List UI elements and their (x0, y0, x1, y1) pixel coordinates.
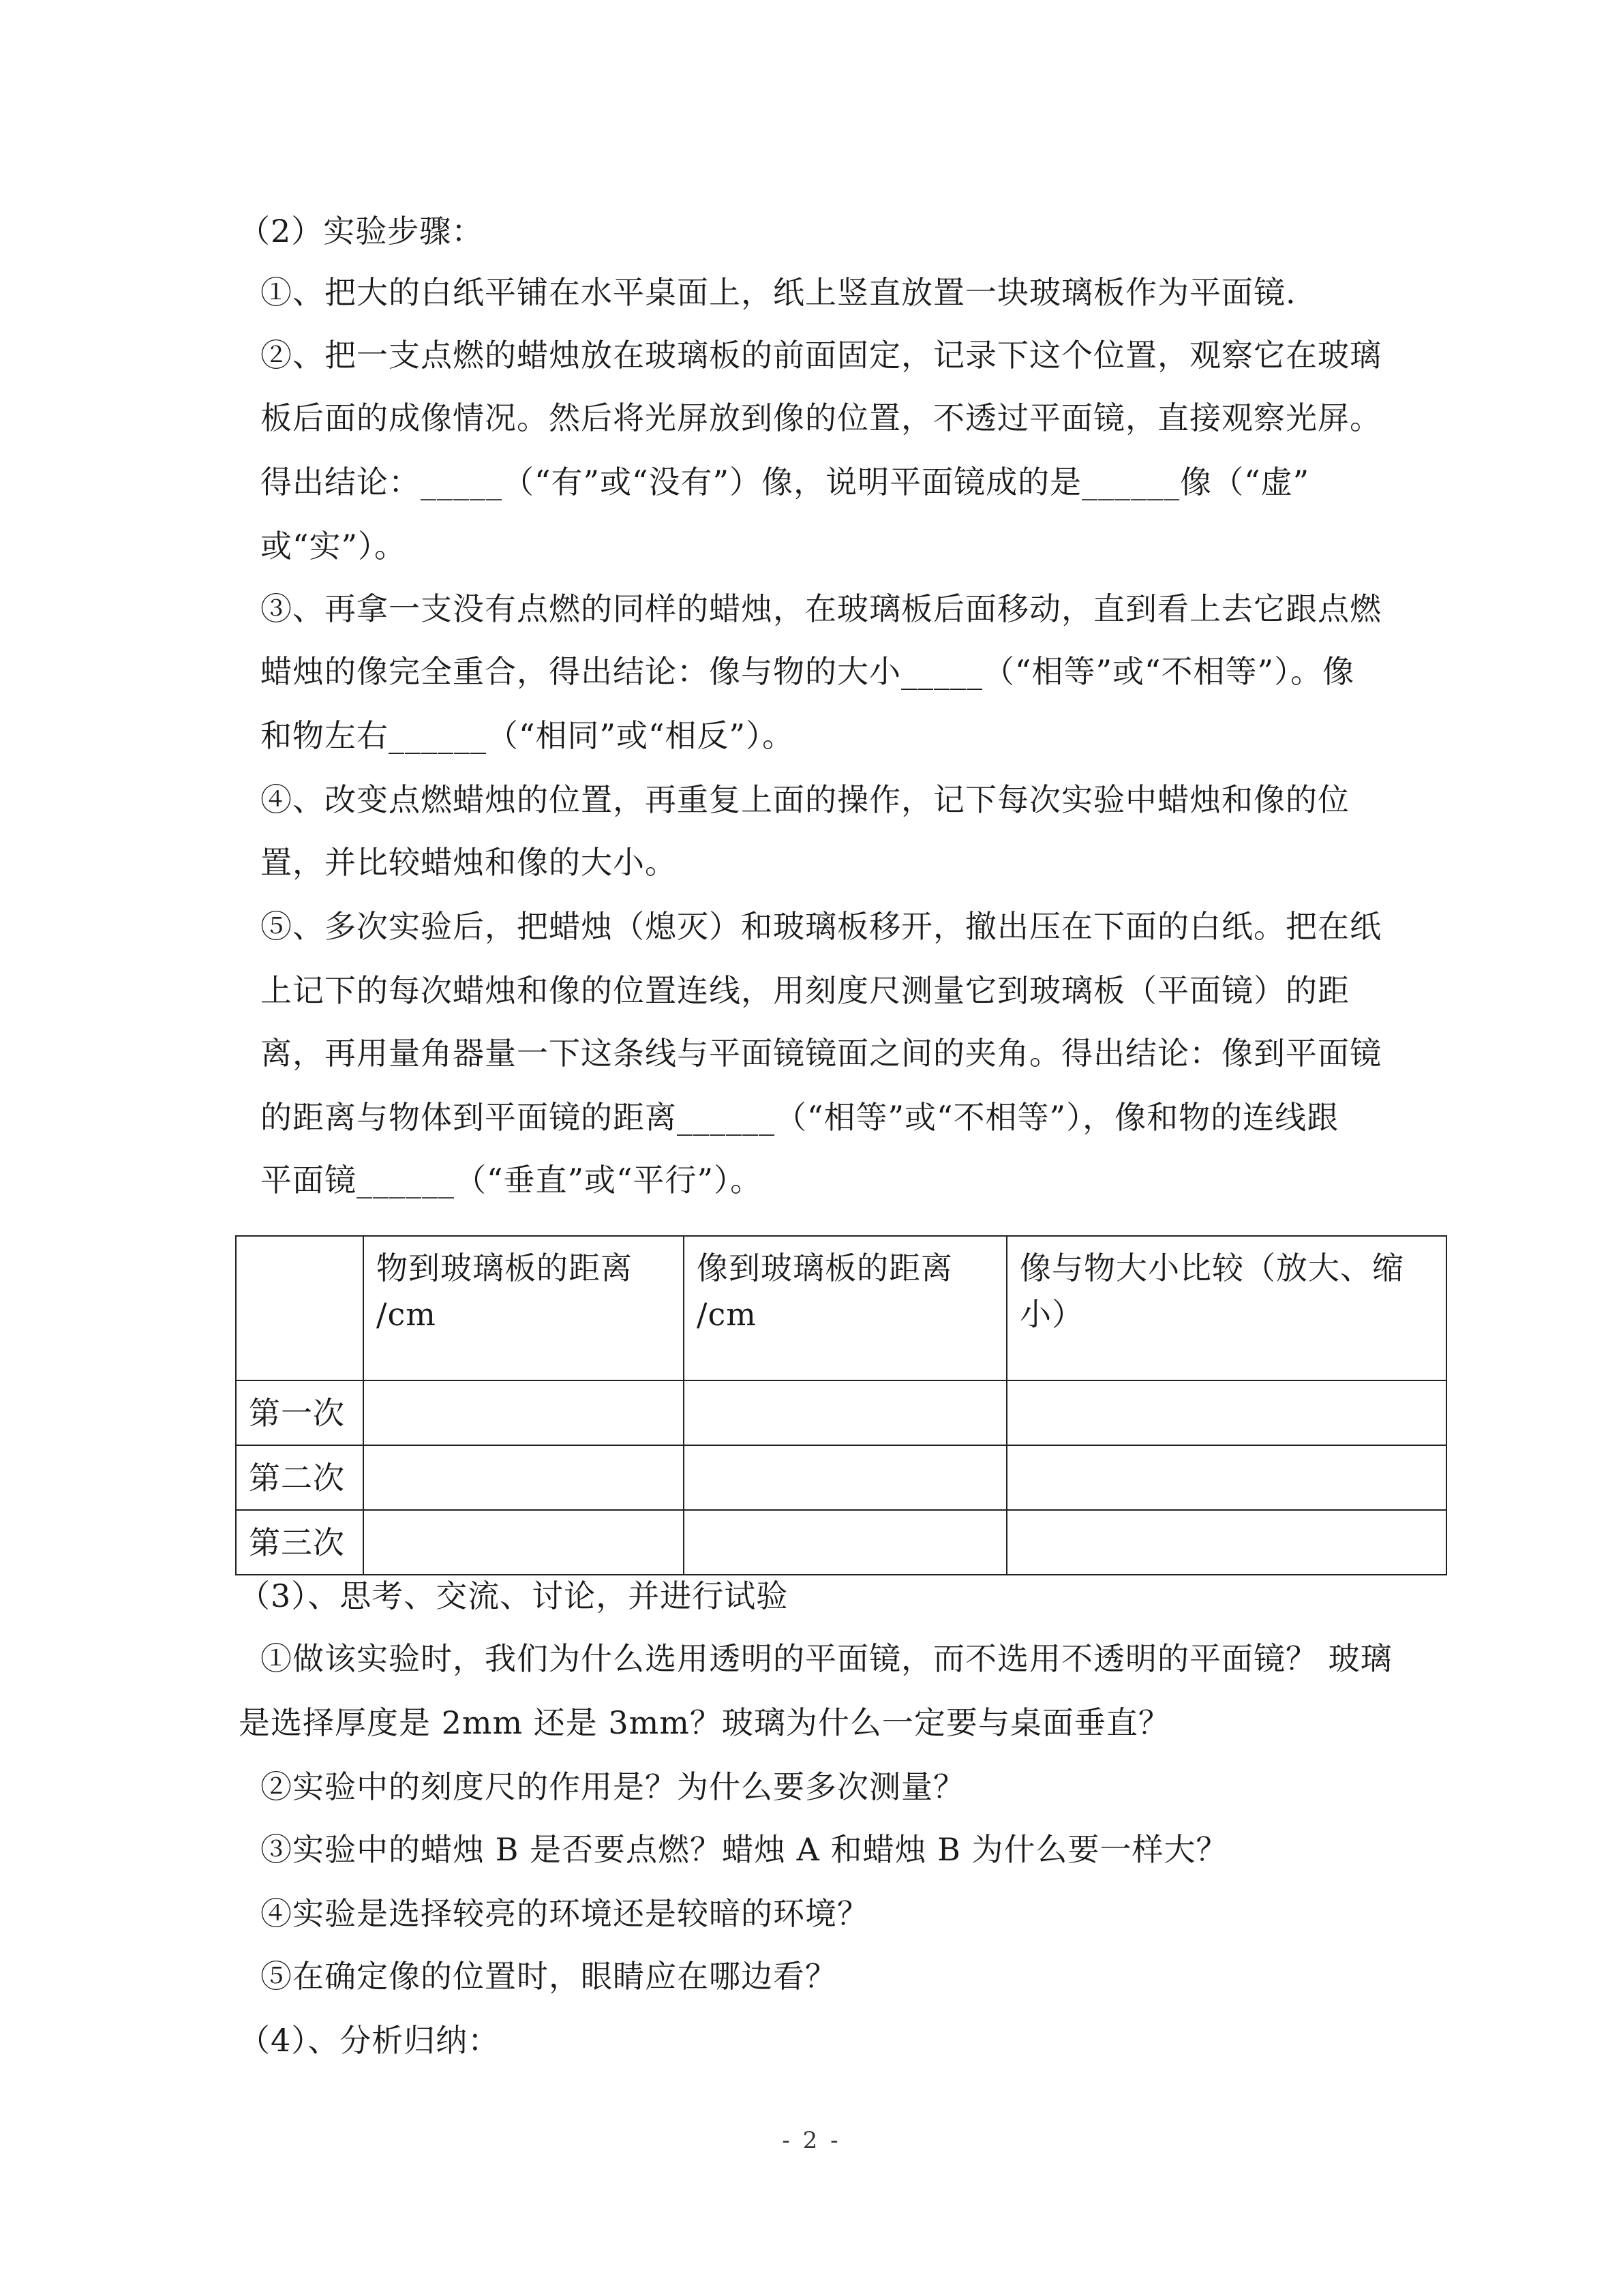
question2-line: ②实验中的刻度尺的作用是？为什么要多次测量？ (260, 1768, 965, 1805)
table-row-label: 第三次 (236, 1510, 363, 1575)
step5-line1: ⑤、多次实验后，把蜡烛（熄灭）和玻璃板移开，撤出压在下面的白纸。把在纸 (260, 908, 1382, 945)
step2-line3: 得出结论：_____（“有”或“没有”）像，说明平面镜成的是______像（“虚” (260, 464, 1310, 500)
step5-line5: 平面镜______（“垂直”或“平行”）。 (260, 1162, 763, 1198)
step5-line4: 的距离与物体到平面镜的距离______（“相等”或“不相等”），像和物的连线跟 (260, 1099, 1339, 1136)
step5-line3: 离，再用量角器量一下这条线与平面镜镜面之间的夹角。得出结论：像到平面镜 (260, 1035, 1382, 1072)
table-cell-input[interactable] (1007, 1445, 1446, 1510)
step4-line2: 置，并比较蜡烛和像的大小。 (260, 844, 677, 881)
table-header-size-compare-line2: 小） (1020, 1296, 1084, 1333)
table-header-image-distance-line2: /cm (697, 1296, 757, 1333)
table-cell-input[interactable] (363, 1380, 684, 1445)
table-header-image-distance-line1: 像到玻璃板的距离 (697, 1250, 953, 1286)
table-cell-input[interactable] (1007, 1380, 1446, 1445)
table-header-empty (236, 1236, 363, 1380)
table-row (236, 1380, 1446, 1445)
step3-line2: 蜡烛的像完全重合，得出结论：像与物的大小_____（“相等”或“不相等”）。像 (260, 653, 1355, 690)
step2-line2: 板后面的成像情况。然后将光屏放到像的位置，不透过平面镜，直接观察光屏。 (260, 399, 1382, 436)
table-cell-input[interactable] (684, 1445, 1007, 1510)
step3-line1: ③、再拿一支没有点燃的同样的蜡烛，在玻璃板后面移动，直到看上去它跟点燃 (260, 590, 1382, 627)
table-cell-input[interactable] (1007, 1510, 1446, 1575)
question3-line: ③实验中的蜡烛 B 是否要点燃？蜡烛 A 和蜡烛 B 为什么要一样大？ (260, 1831, 1228, 1868)
step5-line2: 上记下的每次蜡烛和像的位置连线，用刻度尺测量它到玻璃板（平面镜）的距 (260, 972, 1350, 1009)
table-header-size-compare (1007, 1236, 1446, 1380)
question1-line2: 是选择厚度是 2mm 还是 3mm？玻璃为什么一定要与桌面垂直？ (239, 1704, 1170, 1741)
table-cell-input[interactable] (684, 1510, 1007, 1575)
section4-title: （4）、分析归纳： (239, 2022, 500, 2059)
step2-line1: ②、把一支点燃的蜡烛放在玻璃板的前面固定，记录下这个位置，观察它在玻璃 (260, 337, 1382, 374)
step4-line1: ④、改变点燃蜡烛的位置，再重复上面的操作，记下每次实验中蜡烛和像的位 (260, 781, 1350, 818)
table-row (236, 1510, 1446, 1575)
question4-line: ④实验是选择较亮的环境还是较暗的环境？ (260, 1895, 869, 1932)
table-cell-input[interactable] (363, 1510, 684, 1575)
table-header-object-distance (363, 1236, 684, 1380)
table-row (236, 1445, 1446, 1510)
table-row-label: 第二次 (236, 1445, 363, 1510)
table-cell-input[interactable] (684, 1380, 1007, 1445)
page-number: - 2 - (782, 2127, 841, 2154)
table-header-object-distance-line2: /cm (376, 1296, 436, 1333)
table-row-label: 第一次 (236, 1380, 363, 1445)
section2-title: （2）实验步骤： (239, 213, 484, 250)
table-cell-input[interactable] (363, 1445, 684, 1510)
step3-line3: 和物左右______（“相同”或“相反”）。 (260, 717, 795, 754)
table-header-image-distance (684, 1236, 1007, 1380)
experiment-table (235, 1235, 1447, 1575)
question5-line: ⑤在确定像的位置时，眼睛应在哪边看？ (260, 1958, 837, 1995)
step2-line4: 或“实”）。 (260, 528, 407, 564)
table-header-size-compare-line1: 像与物大小比较（放大、缩 (1020, 1250, 1404, 1286)
section3-title: （3）、思考、交流、讨论，并进行试验 (239, 1577, 789, 1614)
table-header-object-distance-line1: 物到玻璃板的距离 (376, 1250, 633, 1286)
question1-line1: ①做该实验时，我们为什么选用透明的平面镜，而不选用不透明的平面镜？ 玻璃 (260, 1640, 1393, 1677)
table-header-row (236, 1236, 1446, 1380)
step1-line: ①、把大的白纸平铺在水平桌面上，纸上竖直放置一块玻璃板作为平面镜. (260, 274, 1296, 311)
